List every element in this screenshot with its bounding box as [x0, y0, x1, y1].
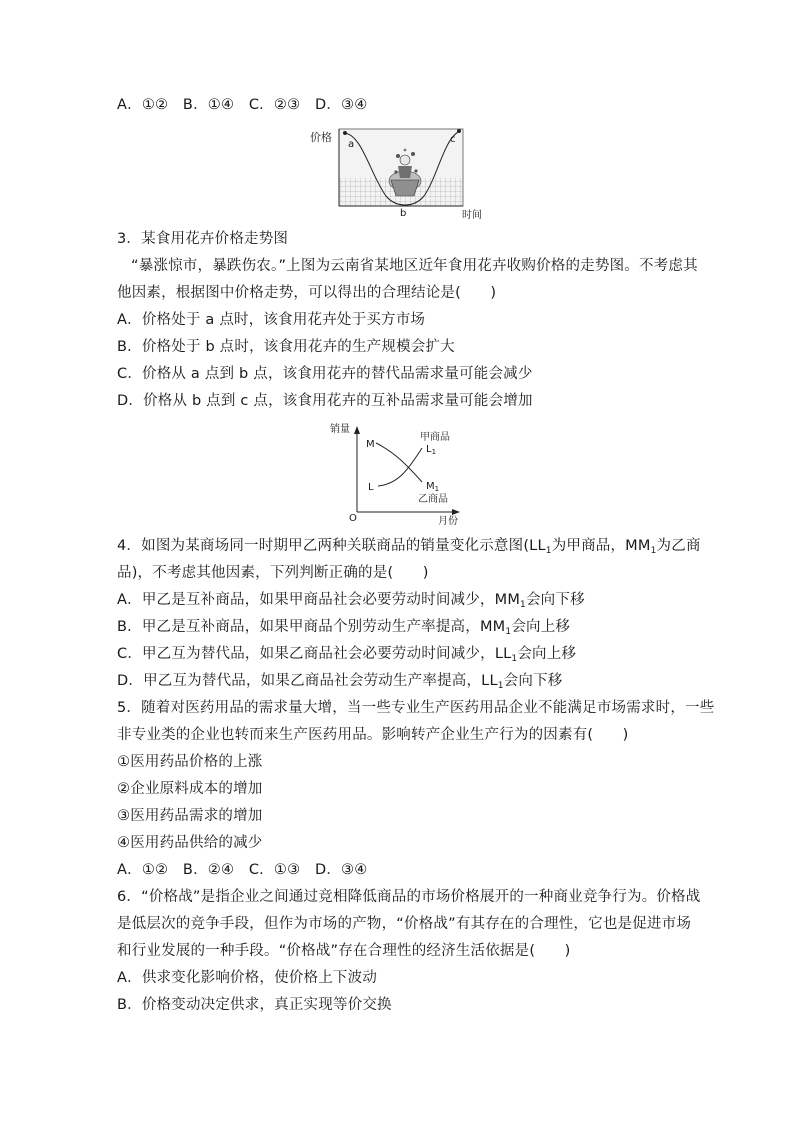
curve-mm1 [376, 443, 422, 482]
curve-ll1 [378, 448, 422, 486]
q3-option-a: A．价格处于 a 点时，该食用花卉处于买方市场 [117, 312, 426, 328]
curve-m-label: M [366, 439, 375, 450]
curve-l1-label: $L_1$ [426, 444, 437, 456]
q3-option-d: D．价格从 b 点到 c 点，该食用花卉的互补品需求量可能会增加 [117, 393, 533, 409]
q6-stem-line-1: 6．“价格战”是指企业之间通过竞相降低商品的市场价格展开的一种商业竞争行为。价格战 [117, 889, 701, 905]
origin-label: O [349, 513, 357, 524]
x-axis-label: 时间 [462, 210, 482, 221]
q3-option-c: C．价格从 a 点到 b 点，该食用花卉的替代品需求量可能会减少 [117, 366, 533, 382]
q4-stem-line-2: 品)，不考虑其他因素，下列判断正确的是( ) [117, 565, 429, 581]
q4-stem-line-1: 4．如图为某商场同一时期甲乙两种关联商品的销量变化示意图($LL_1$为甲商品，$MM_1$为乙商 [117, 538, 701, 556]
q3-stem-line-2: 他因素，根据图中价格走势，可以得出的合理结论是( ) [117, 285, 497, 301]
q5-options: A．①② B．②④ C．①③ D．③④ [117, 862, 368, 878]
q5-item-1: ①医用药品价格的上涨 [117, 754, 263, 770]
point-c-label: c [450, 134, 456, 145]
y-axis-label: 销量 [330, 424, 350, 435]
point-a-marker [343, 131, 347, 135]
q2-options: A．①② B．①④ C．②③ D．③④ [117, 97, 368, 113]
x-axis-label: 月份 [438, 516, 458, 527]
curve-l-label: L [368, 482, 374, 493]
q6-stem-line-3: 和行业发展的一种手段。“价格战”存在合理性的经济生活依据是( ) [117, 943, 571, 959]
q5-stem-line-1: 5．随着对医药用品的需求量大增，当一些专业生产医药用品企业不能满足市场需求时，一些 [117, 700, 715, 716]
q3-stem-line-1: “暴涨惊市，暴跌伤农。”上图为云南省某地区近年食用花卉收购价格的走势图。不考虑其 [131, 258, 698, 274]
curve-m1-label: $M_1$ [426, 481, 440, 493]
q3-title: 3．某食用花卉价格走势图 [117, 231, 289, 247]
point-c-marker [457, 129, 461, 133]
q6-option-a: A．供求变化影响价格，使价格上下波动 [117, 970, 378, 986]
y-axis-label: 价格 [310, 131, 332, 144]
sales-volume-figure [330, 420, 470, 530]
q4-option-d: D．甲乙互为替代品，如果乙商品社会劳动生产率提高，$LL_1$会向下移 [117, 673, 563, 691]
q4-option-b: B．甲乙是互补商品，如果甲商品个别劳动生产率提高，$MM_1$会向上移 [117, 619, 571, 637]
price-trend-svg [310, 126, 490, 222]
q6-stem-line-2: 是低层次的竞争手段，但作为市场的产物，“价格战”有其存在的合理性，它也是促进市场 [117, 916, 692, 932]
q5-stem-line-2: 非专业类的企业也转而来生产医药用品。影响转产企业生产行为的因素有( ) [117, 727, 629, 743]
q5-item-4: ④医用药品供给的减少 [117, 835, 263, 851]
q5-item-3: ③医用药品需求的增加 [117, 808, 263, 824]
price-trend-figure [310, 126, 490, 222]
sales-volume-svg [330, 420, 470, 530]
point-b-label: b [400, 208, 407, 219]
q4-option-a: A．甲乙是互补商品，如果甲商品社会必要劳动时间减少，$MM_1$会向下移 [117, 592, 585, 610]
goods-b-label: 乙商品 [418, 494, 448, 505]
goods-a-label: 甲商品 [420, 432, 450, 443]
q5-item-2: ②企业原料成本的增加 [117, 781, 263, 797]
point-a-label: a [348, 139, 355, 150]
q6-option-b: B．价格变动决定供求，真正实现等价交换 [117, 997, 392, 1013]
q4-option-c: C．甲乙互为替代品，如果乙商品社会必要劳动时间减少，$LL_1$会向上移 [117, 646, 577, 664]
q3-option-b: B．价格处于 b 点时，该食用花卉的生产规模会扩大 [117, 339, 455, 355]
